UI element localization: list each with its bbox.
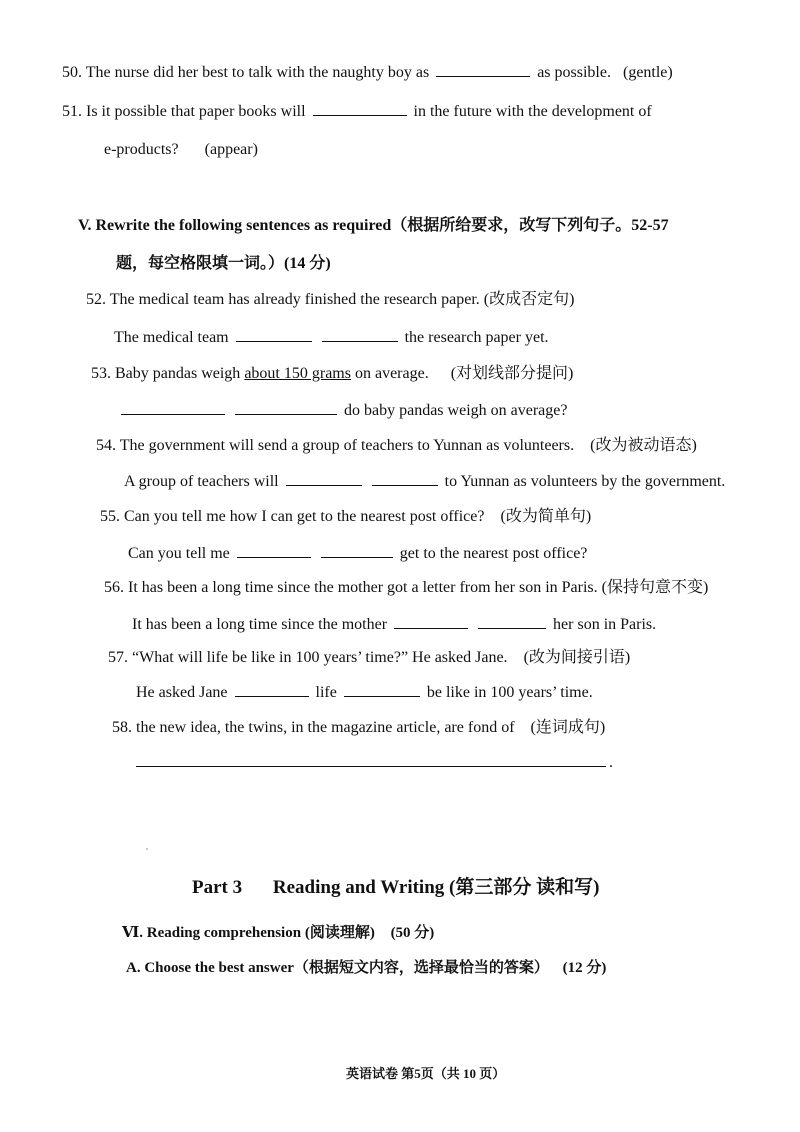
section-5-line2: 题，每空格限填一词。）(14 分) — [116, 255, 331, 272]
q55-hint: (改为简单句) — [500, 508, 592, 525]
q52-blank-1[interactable] — [236, 327, 312, 342]
q55-blank-2[interactable] — [321, 543, 393, 558]
q57-answer-line — [136, 682, 593, 703]
question-54 — [96, 436, 697, 456]
part-3-label: Part 3 — [192, 877, 243, 898]
q55-text: 55. Can you tell me how I can get to the nearest post office? — [100, 508, 485, 525]
page-footer — [346, 1064, 505, 1084]
q55-answer-prefix: Can you tell me — [128, 545, 230, 562]
q54-hint: (改为被动语态) — [590, 437, 697, 454]
q53-blank-1[interactable] — [121, 400, 225, 415]
section-a-title: A. Choose the best answer（根据短文内容，选择最恰当的答案） — [126, 960, 549, 976]
q51-text-end: in the future with the development of — [413, 103, 652, 120]
question-58 — [112, 718, 605, 738]
q51-answer-blank[interactable] — [313, 101, 407, 116]
q56-answer-line — [132, 614, 656, 635]
section-6-heading — [122, 923, 434, 943]
q56-blank-1[interactable] — [394, 614, 468, 629]
question-52 — [86, 290, 574, 310]
section-5-heading-cont — [116, 254, 331, 274]
q58-answer-blank[interactable] — [136, 752, 606, 767]
question-51-continued — [104, 140, 258, 160]
q58-answer-end: . — [609, 754, 613, 771]
q54-text: 54. The government will send a group of teachers to Yunnan as volunteers. — [96, 437, 575, 454]
q50-text: 50. The nurse did her best to talk with the naughty boy as — [62, 64, 430, 81]
q53-blank-2[interactable] — [235, 400, 337, 415]
q57-blank-2[interactable] — [344, 682, 420, 697]
q56-answer-suffix: her son in Paris. — [553, 616, 657, 633]
q52-text: 52. The medical team has already finished the research paper. — [86, 291, 480, 308]
q53-text: 53. Baby pandas weigh — [91, 365, 241, 382]
section-6-title: Ⅵ. Reading comprehension (阅读理解) — [122, 925, 375, 941]
q51-text: 51. Is it possible that paper books will — [62, 103, 306, 120]
q57-blank-1[interactable] — [235, 682, 309, 697]
part-3-heading — [192, 876, 599, 900]
q57-answer-suffix: be like in 100 years’ time. — [426, 684, 593, 701]
footer-text: 英语试卷 第5页（共 10 页） — [346, 1066, 506, 1081]
q53-text-end: on average. — [354, 365, 429, 382]
q51-text-cont: e-products? — [104, 141, 179, 158]
question-55 — [100, 507, 591, 527]
q57-answer-prefix: He asked Jane — [136, 684, 228, 701]
q56-text: 56. It has been a long time since the mother got a letter from her son in Paris. — [104, 579, 598, 596]
q57-answer-middle: life — [315, 684, 337, 701]
question-56 — [104, 578, 708, 598]
q53-underlined-phrase: about 150 grams — [244, 365, 351, 382]
q51-hint: (appear) — [204, 141, 258, 158]
q58-answer-line — [136, 752, 613, 773]
q54-answer-line — [124, 471, 725, 492]
question-51 — [62, 101, 652, 122]
q55-answer-line — [128, 543, 587, 564]
q52-hint: (改成否定句) — [483, 291, 575, 308]
q57-hint: (改为间接引语) — [523, 649, 631, 666]
q57-text: 57. “What will life be like in 100 years’ time?” He asked Jane. — [108, 649, 508, 666]
q53-hint: (对划线部分提问) — [450, 365, 574, 382]
section-5-line1: V. Rewrite the following sentences as required（根据所给要求，改写下列句子。52-57 — [78, 217, 669, 234]
q50-answer-blank[interactable] — [436, 62, 530, 77]
section-5-heading — [78, 216, 669, 236]
q56-hint: (保持句意不变) — [601, 579, 709, 596]
section-a-score: (12 分) — [562, 960, 607, 976]
section-a-heading — [126, 958, 606, 978]
q53-answer-line — [118, 400, 567, 421]
q52-answer-prefix: The medical team — [114, 329, 229, 346]
q54-answer-suffix: to Yunnan as volunteers by the government. — [444, 473, 726, 490]
q50-text-end: as possible. — [537, 64, 611, 81]
q54-answer-prefix: A group of teachers will — [124, 473, 279, 490]
q54-blank-2[interactable] — [372, 471, 438, 486]
q52-blank-2[interactable] — [322, 327, 398, 342]
section-6-score: (50 分) — [390, 925, 435, 941]
q52-answer-line — [114, 327, 549, 348]
q50-hint: (gentle) — [622, 64, 673, 81]
q58-hint: (连词成句) — [530, 719, 606, 736]
q55-answer-suffix: get to the nearest post office? — [399, 545, 588, 562]
q58-text: 58. the new idea, the twins, in the magazine article, are fond of — [112, 719, 515, 736]
q56-answer-prefix: It has been a long time since the mother — [132, 616, 388, 633]
question-53 — [91, 364, 573, 384]
part-3-title: Reading and Writing (第三部分 读和写) — [272, 877, 600, 898]
question-50 — [62, 62, 673, 83]
q52-answer-suffix: the research paper yet. — [404, 329, 549, 346]
q53-answer-suffix: do baby pandas weigh on average? — [344, 402, 568, 419]
q56-blank-2[interactable] — [478, 614, 546, 629]
question-57 — [108, 648, 630, 668]
q54-blank-1[interactable] — [286, 471, 362, 486]
q55-blank-1[interactable] — [237, 543, 311, 558]
scan-speck — [146, 848, 148, 850]
